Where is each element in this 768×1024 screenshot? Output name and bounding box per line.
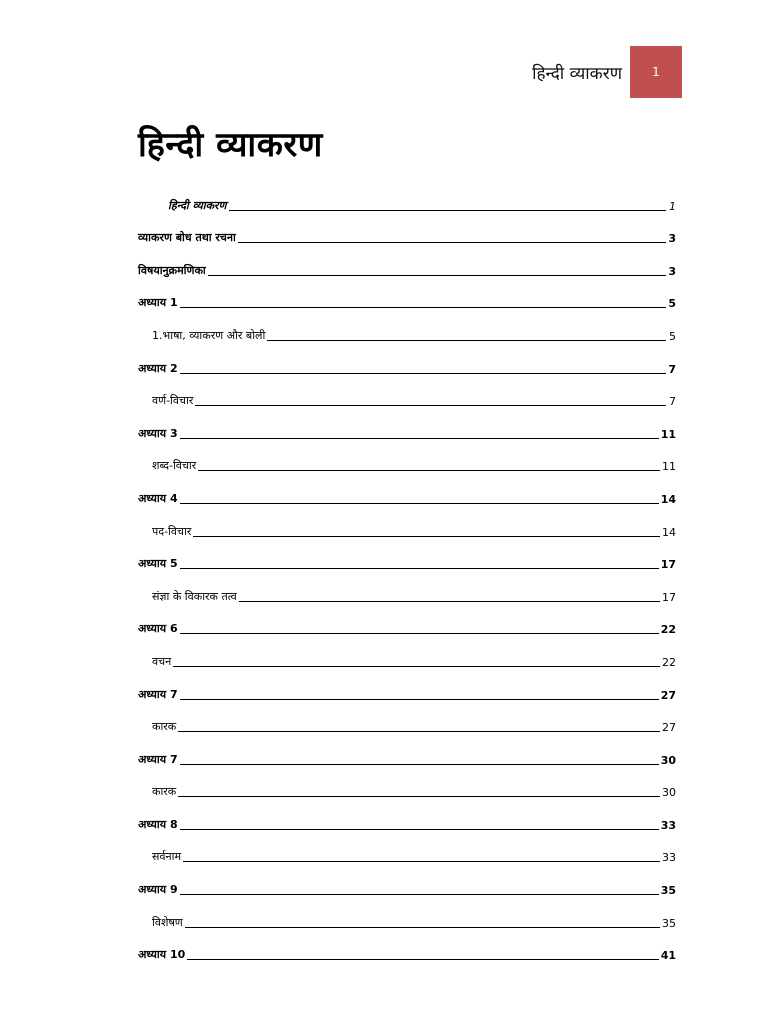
toc-entry[interactable] (138, 545, 676, 578)
toc-entry-label: अध्याय 4 (138, 491, 178, 505)
toc-leader-line (180, 894, 659, 895)
toc-leader-line (180, 764, 659, 765)
toc-entry-page: 33 (662, 851, 676, 865)
toc-entry-label: संज्ञा के विकारक तत्व (152, 589, 237, 603)
toc-entry[interactable] (138, 251, 676, 284)
page-number: 1 (652, 65, 660, 79)
toc-entry[interactable] (138, 382, 676, 415)
toc-entry-page: 27 (660, 688, 676, 702)
toc-entry[interactable] (138, 708, 676, 741)
toc-entry-page: 17 (662, 590, 676, 604)
toc-leader-line (267, 340, 666, 341)
toc-entry-page: 35 (662, 916, 676, 930)
toc-leader-line (180, 699, 659, 700)
toc-entry-label: पद-विचार (152, 524, 192, 538)
toc-leader-line (180, 307, 666, 308)
toc-entry-page: 22 (660, 623, 676, 637)
toc-entry-label: कारक (152, 720, 177, 734)
toc-entry[interactable] (138, 316, 676, 349)
toc-entry-page: 27 (662, 721, 676, 735)
toc-entry-label: कारक (152, 785, 177, 799)
toc-leader-line (178, 796, 660, 797)
toc-entry[interactable] (138, 219, 676, 252)
toc-entry-page: 7 (668, 362, 676, 376)
toc-entry-page: 5 (668, 297, 676, 311)
toc-entry[interactable] (138, 675, 676, 708)
toc-entry[interactable] (138, 577, 676, 610)
toc-entry-label: अध्याय 5 (138, 557, 178, 571)
toc-entry-page: 41 (660, 949, 676, 963)
toc-leader-line (180, 829, 659, 830)
toc-entry[interactable] (138, 642, 676, 675)
toc-leader-line (195, 405, 666, 406)
toc-entry[interactable] (138, 479, 676, 512)
toc-leader-line (239, 601, 660, 602)
toc-leader-line (180, 503, 659, 504)
toc-leader-line (180, 633, 659, 634)
toc-entry-label: 1.भाषा, व्याकरण और बोली (152, 328, 266, 342)
toc-entry-label: अध्याय 7 (138, 687, 178, 701)
toc-entry[interactable] (138, 447, 676, 480)
toc-entry[interactable] (138, 805, 676, 838)
toc-entry[interactable] (138, 740, 676, 773)
toc-entry-page: 35 (660, 884, 676, 898)
toc-entry-page: 5 (669, 329, 676, 343)
toc-entry-page: 30 (662, 786, 676, 800)
toc-entry-page: 11 (662, 460, 676, 474)
table-of-contents (138, 186, 676, 968)
page-number-badge (630, 46, 682, 98)
toc-entry-label: अध्याय 7 (138, 752, 178, 766)
toc-entry-page: 14 (660, 492, 676, 506)
toc-entry[interactable] (138, 284, 676, 317)
header-title: हिन्दी व्याकरण (532, 63, 622, 84)
toc-leader-line (173, 666, 660, 667)
toc-entry[interactable] (138, 186, 676, 219)
toc-entry-page: 33 (660, 818, 676, 832)
toc-leader-line (180, 373, 666, 374)
toc-leader-line (178, 731, 660, 732)
toc-leader-line (193, 536, 660, 537)
toc-entry[interactable] (138, 903, 676, 936)
toc-leader-line (185, 927, 660, 928)
toc-leader-line (198, 470, 660, 471)
toc-leader-line (183, 861, 660, 862)
toc-entry-label: विषयानुक्रमणिका (138, 263, 206, 277)
document-title: हिन्दी व्याकरण (138, 125, 323, 165)
toc-entry[interactable] (138, 610, 676, 643)
toc-entry-label: अध्याय 3 (138, 426, 178, 440)
toc-entry-label: वर्ण-विचार (152, 394, 194, 408)
toc-entry-label: अध्याय 8 (138, 817, 178, 831)
toc-entry-label: सर्वनाम (152, 850, 182, 864)
toc-leader-line (180, 568, 659, 569)
toc-entry[interactable] (138, 773, 676, 806)
toc-entry-label: विशेषण (152, 915, 183, 929)
toc-entry-page: 3 (668, 264, 676, 278)
toc-entry-page: 14 (662, 525, 676, 539)
toc-entry-label: शब्द-विचार (152, 459, 197, 473)
toc-entry-label: अध्याय 10 (138, 948, 186, 962)
toc-leader-line (180, 438, 659, 439)
toc-leader-line (238, 242, 666, 243)
toc-leader-line (208, 275, 666, 276)
toc-entry-page: 1 (669, 199, 676, 213)
toc-entry-label: अध्याय 9 (138, 883, 178, 897)
page-header (532, 46, 682, 98)
toc-entry-label: वचन (152, 654, 172, 668)
toc-entry-label: अध्याय 2 (138, 361, 178, 375)
toc-entry[interactable] (138, 870, 676, 903)
toc-entry-label: अध्याय 6 (138, 622, 178, 636)
toc-entry-page: 3 (668, 232, 676, 246)
toc-leader-line (229, 210, 667, 211)
toc-entry-page: 17 (660, 558, 676, 572)
toc-entry-label: हिन्दी व्याकरण (168, 198, 227, 212)
toc-entry-page: 30 (660, 753, 676, 767)
toc-entry-label: अध्याय 1 (138, 296, 178, 310)
toc-entry[interactable] (138, 512, 676, 545)
toc-entry-label: व्याकरण बोध तथा रचना (138, 231, 236, 245)
toc-entry[interactable] (138, 838, 676, 871)
toc-leader-line (187, 959, 658, 960)
toc-entry[interactable] (138, 349, 676, 382)
toc-entry[interactable] (138, 936, 676, 969)
toc-entry[interactable] (138, 414, 676, 447)
toc-entry-page: 7 (669, 395, 676, 409)
toc-entry-page: 11 (660, 427, 676, 441)
toc-entry-page: 22 (662, 655, 676, 669)
